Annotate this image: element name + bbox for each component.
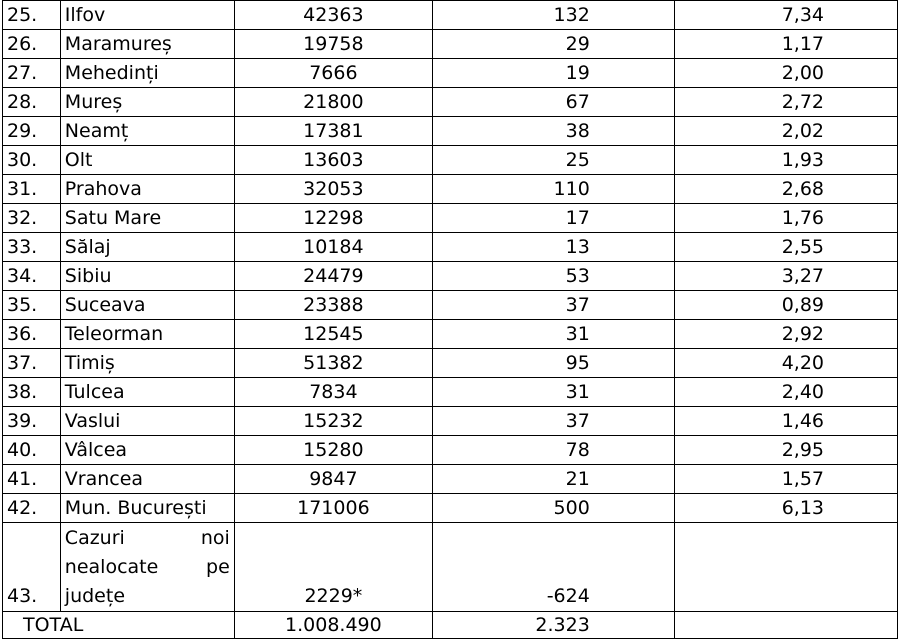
county-name: Satu Mare [60, 204, 234, 233]
deaths-value: 13 [432, 233, 674, 262]
row-number: 36. [3, 320, 61, 349]
rate-value: 2,95 [674, 436, 897, 465]
cases-value: 51382 [234, 349, 432, 378]
row-number: 33. [3, 233, 61, 262]
row-number: 26. [3, 30, 61, 59]
deaths-value: 500 [432, 494, 674, 523]
rate-value: 6,13 [674, 494, 897, 523]
deaths-value: 21 [432, 465, 674, 494]
rate-value: 2,72 [674, 88, 897, 117]
table-row [3, 349, 898, 378]
county-name: Mehedinți [60, 59, 234, 88]
county-name: Olt [60, 146, 234, 175]
cases-value: 12298 [234, 204, 432, 233]
county-name: Vâlcea [60, 436, 234, 465]
table-row [3, 59, 898, 88]
deaths-value: 31 [432, 378, 674, 407]
table-row [3, 146, 898, 175]
rate-value: 3,27 [674, 262, 897, 291]
county-name: Maramureș [60, 30, 234, 59]
cases-value: 171006 [234, 494, 432, 523]
county-name: Prahova [60, 175, 234, 204]
deaths-value: 67 [432, 88, 674, 117]
table-row-unallocated [3, 523, 898, 612]
deaths-value: 37 [432, 407, 674, 436]
row-number: 34. [3, 262, 61, 291]
county-name: Neamț [60, 117, 234, 146]
table-row [3, 465, 898, 494]
county-name: Mureș [60, 88, 234, 117]
deaths-value: 38 [432, 117, 674, 146]
cases-value: 24479 [234, 262, 432, 291]
deaths-value: 78 [432, 436, 674, 465]
total-cases: 1.008.490 [234, 612, 432, 639]
cases-value: 19758 [234, 30, 432, 59]
rate-value: 2,02 [674, 117, 897, 146]
cases-value: 21800 [234, 88, 432, 117]
rate-value: 1,46 [674, 407, 897, 436]
table-row [3, 204, 898, 233]
total-label: TOTAL [3, 612, 235, 639]
table-row [3, 320, 898, 349]
table-row [3, 30, 898, 59]
cases-value: 9847 [234, 465, 432, 494]
rate-value: 2,68 [674, 175, 897, 204]
row-number: 32. [3, 204, 61, 233]
county-name: Sibiu [60, 262, 234, 291]
table-row [3, 494, 898, 523]
deaths-value: 25 [432, 146, 674, 175]
rate-value: 0,89 [674, 291, 897, 320]
cases-value: 12545 [234, 320, 432, 349]
rate-value: 2,40 [674, 378, 897, 407]
cases-value: 32053 [234, 175, 432, 204]
deaths-value: 37 [432, 291, 674, 320]
rate-value: 2,55 [674, 233, 897, 262]
table-body [3, 1, 898, 639]
county-name: Teleorman [60, 320, 234, 349]
row-number: 31. [3, 175, 61, 204]
county-name: Tulcea [60, 378, 234, 407]
row-number: 38. [3, 378, 61, 407]
rate-value: 1,93 [674, 146, 897, 175]
cases-value: 15280 [234, 436, 432, 465]
row-number: 40. [3, 436, 61, 465]
county-name: Vrancea [60, 465, 234, 494]
table-row [3, 88, 898, 117]
table-row-total [3, 612, 898, 639]
county-name: Suceava [60, 291, 234, 320]
county-name: Ilfov [60, 1, 234, 30]
county-name: Vaslui [60, 407, 234, 436]
cases-value: 15232 [234, 407, 432, 436]
cases-value: 42363 [234, 1, 432, 30]
rate-value: 4,20 [674, 349, 897, 378]
total-rate [674, 612, 897, 639]
county-name: Timiș [60, 349, 234, 378]
deaths-value: 132 [432, 1, 674, 30]
table-row [3, 175, 898, 204]
rate-value: 1,17 [674, 30, 897, 59]
cases-value: 17381 [234, 117, 432, 146]
rate-value [674, 523, 897, 612]
rate-value: 1,76 [674, 204, 897, 233]
deaths-value: -624 [432, 523, 674, 612]
county-name: Mun. București [60, 494, 234, 523]
table-row [3, 407, 898, 436]
row-number: 41. [3, 465, 61, 494]
deaths-value: 53 [432, 262, 674, 291]
cases-value: 7666 [234, 59, 432, 88]
row-number: 30. [3, 146, 61, 175]
cases-value: 7834 [234, 378, 432, 407]
cases-value: 10184 [234, 233, 432, 262]
deaths-value: 95 [432, 349, 674, 378]
table-row [3, 262, 898, 291]
rate-value: 7,34 [674, 1, 897, 30]
county-cases-table [2, 0, 898, 639]
county-name: Sălaj [60, 233, 234, 262]
cases-value: 23388 [234, 291, 432, 320]
row-number: 37. [3, 349, 61, 378]
deaths-value: 19 [432, 59, 674, 88]
table-row [3, 117, 898, 146]
rate-value: 2,00 [674, 59, 897, 88]
deaths-value: 110 [432, 175, 674, 204]
deaths-value: 29 [432, 30, 674, 59]
deaths-value: 17 [432, 204, 674, 233]
row-number: 25. [3, 1, 61, 30]
cases-value: 13603 [234, 146, 432, 175]
row-number: 28. [3, 88, 61, 117]
rate-value: 1,57 [674, 465, 897, 494]
row-number: 42. [3, 494, 61, 523]
table-row [3, 436, 898, 465]
row-number: 39. [3, 407, 61, 436]
cases-value: 2229* [234, 523, 432, 612]
rate-value: 2,92 [674, 320, 897, 349]
deaths-value: 31 [432, 320, 674, 349]
total-deaths: 2.323 [432, 612, 674, 639]
table-row [3, 233, 898, 262]
table-row [3, 1, 898, 30]
row-number: 43. [3, 523, 61, 612]
row-number: 35. [3, 291, 61, 320]
table-row [3, 291, 898, 320]
table-row [3, 378, 898, 407]
county-name: Cazuri noi nealocate pe județe [60, 523, 234, 612]
row-number: 29. [3, 117, 61, 146]
row-number: 27. [3, 59, 61, 88]
